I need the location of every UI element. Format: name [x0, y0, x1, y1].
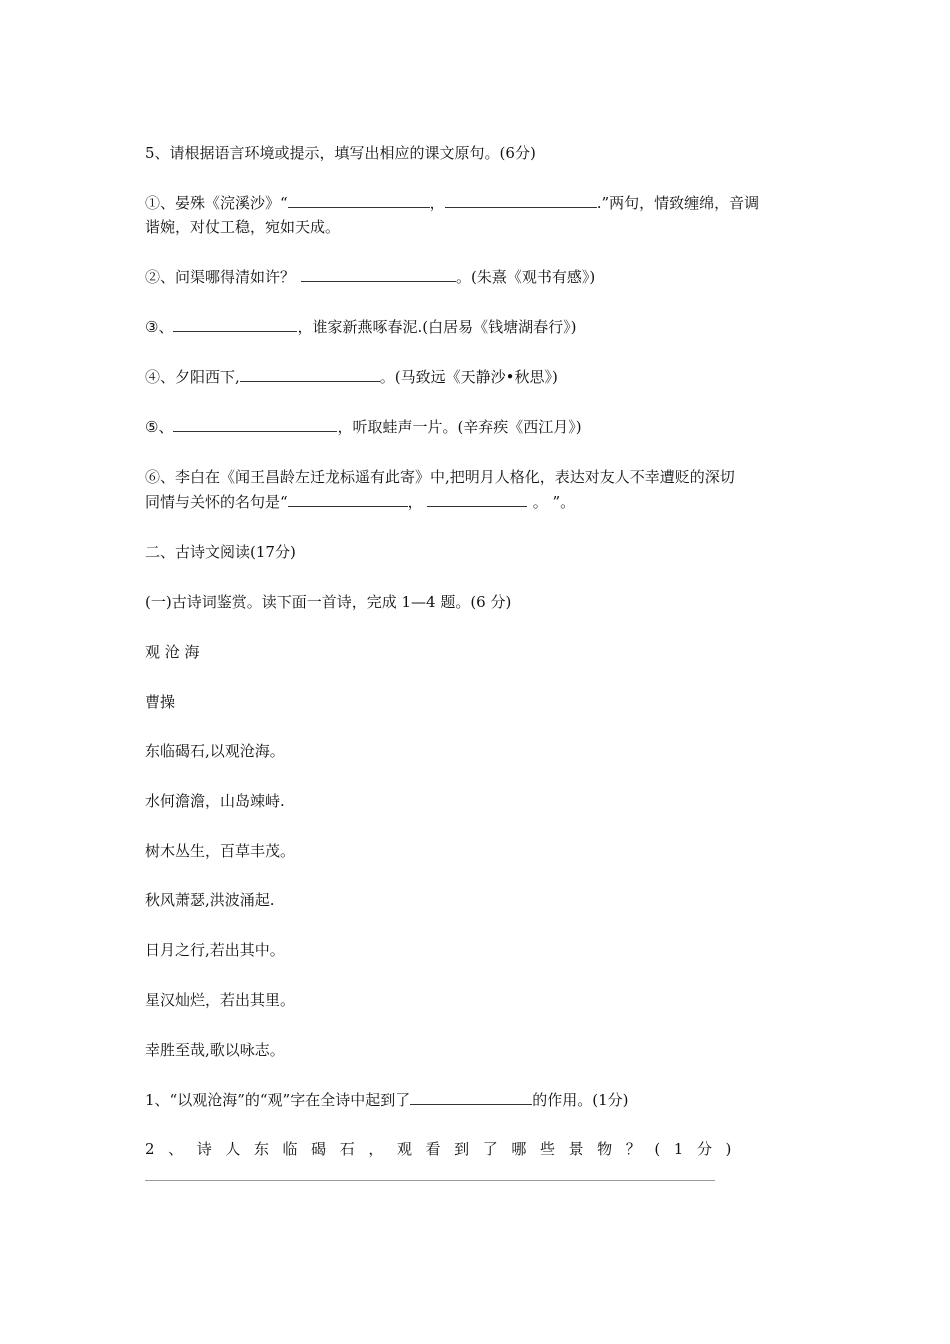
question-1	[145, 1089, 628, 1111]
question-1-suffix: 的作用。(1分)	[532, 1091, 629, 1109]
item-2-suffix: 。(朱熹《观书有感》)	[456, 268, 596, 286]
poem-line: 东临碣石,以观沧海。	[145, 742, 285, 760]
question-5-item-6-line-2	[145, 491, 575, 513]
answer-blank[interactable]	[427, 491, 527, 507]
item-1-separator: ，	[429, 194, 445, 212]
item-5-prefix: ⑤、	[145, 418, 174, 436]
answer-blank[interactable]	[173, 316, 297, 332]
section-2-subtitle: (一)古诗词鉴赏。读下面一首诗，完成 1—4 题。(6 分)	[145, 593, 512, 611]
section-2-title: 二、古诗文阅读(17分)	[145, 543, 296, 561]
question-5-item-4	[145, 366, 558, 388]
item-4-prefix: ④、夕阳西下,	[145, 368, 240, 386]
poem-line: 幸胜至哉,歌以咏志。	[145, 1041, 285, 1059]
item-6-separator: ，	[407, 493, 423, 511]
question-5-item-2	[145, 266, 595, 288]
answer-blank[interactable]	[288, 192, 430, 208]
question-5-item-3	[145, 316, 576, 338]
question-5-item-6: ⑥、李白在《闻王昌龄左迁龙标遥有此寄》中,把明月人格化，表达对友人不幸遭贬的深切	[145, 468, 735, 486]
answer-line[interactable]	[145, 1180, 715, 1181]
item-1-suffix: .”两句，情致缠绵，音调	[596, 194, 760, 212]
item-4-suffix: 。(马致远《天静沙•秋思》)	[379, 368, 558, 386]
question-1-prefix: 1、“以观沧海”的“观”字在全诗中起到了	[145, 1091, 411, 1109]
question-5-item-5	[145, 416, 582, 438]
poem-title: 观 沧 海	[145, 643, 200, 661]
answer-blank[interactable]	[410, 1089, 532, 1105]
poem-line: 树木丛生，百草丰茂。	[145, 842, 296, 860]
poem-author: 曹操	[145, 693, 176, 711]
poem-line: 星汉灿烂，若出其里。	[145, 991, 296, 1009]
question-5-item-1	[145, 192, 759, 214]
item-6-suffix: 。 ”。	[532, 493, 576, 511]
answer-blank[interactable]	[301, 266, 456, 282]
poem-line: 秋风萧瑟,洪波涌起.	[145, 891, 275, 909]
question-5-item-1-line-2: 谐婉，对仗工稳，宛如天成。	[145, 218, 341, 236]
answer-blank[interactable]	[173, 416, 337, 432]
answer-blank[interactable]	[240, 366, 380, 382]
poem-line: 水何澹澹，山岛竦峙.	[145, 792, 285, 810]
question-5-title: 5、请根据语言环境或提示，填写出相应的课文原句。(6分)	[145, 144, 536, 162]
item-3-prefix: ③、	[145, 318, 174, 336]
poem-line: 日月之行,若出其中。	[145, 941, 285, 959]
item-3-suffix: ，谁家新燕啄春泥.(白居易《钱塘湖春行》)	[297, 318, 577, 336]
question-2: 2、诗人东临碣石，观看到了哪些景物？(1分)	[145, 1140, 745, 1158]
item-1-prefix: ①、晏殊《浣溪沙》“	[145, 194, 288, 212]
item-2-prefix: ②、问渠哪得清如许？	[145, 268, 296, 286]
answer-blank[interactable]	[288, 491, 408, 507]
answer-blank[interactable]	[445, 192, 597, 208]
item-5-suffix: ，听取蛙声一片。(辛弃疾《西江月》)	[337, 418, 582, 436]
item-6-prefix: 同情与关怀的名句是“	[145, 493, 288, 511]
